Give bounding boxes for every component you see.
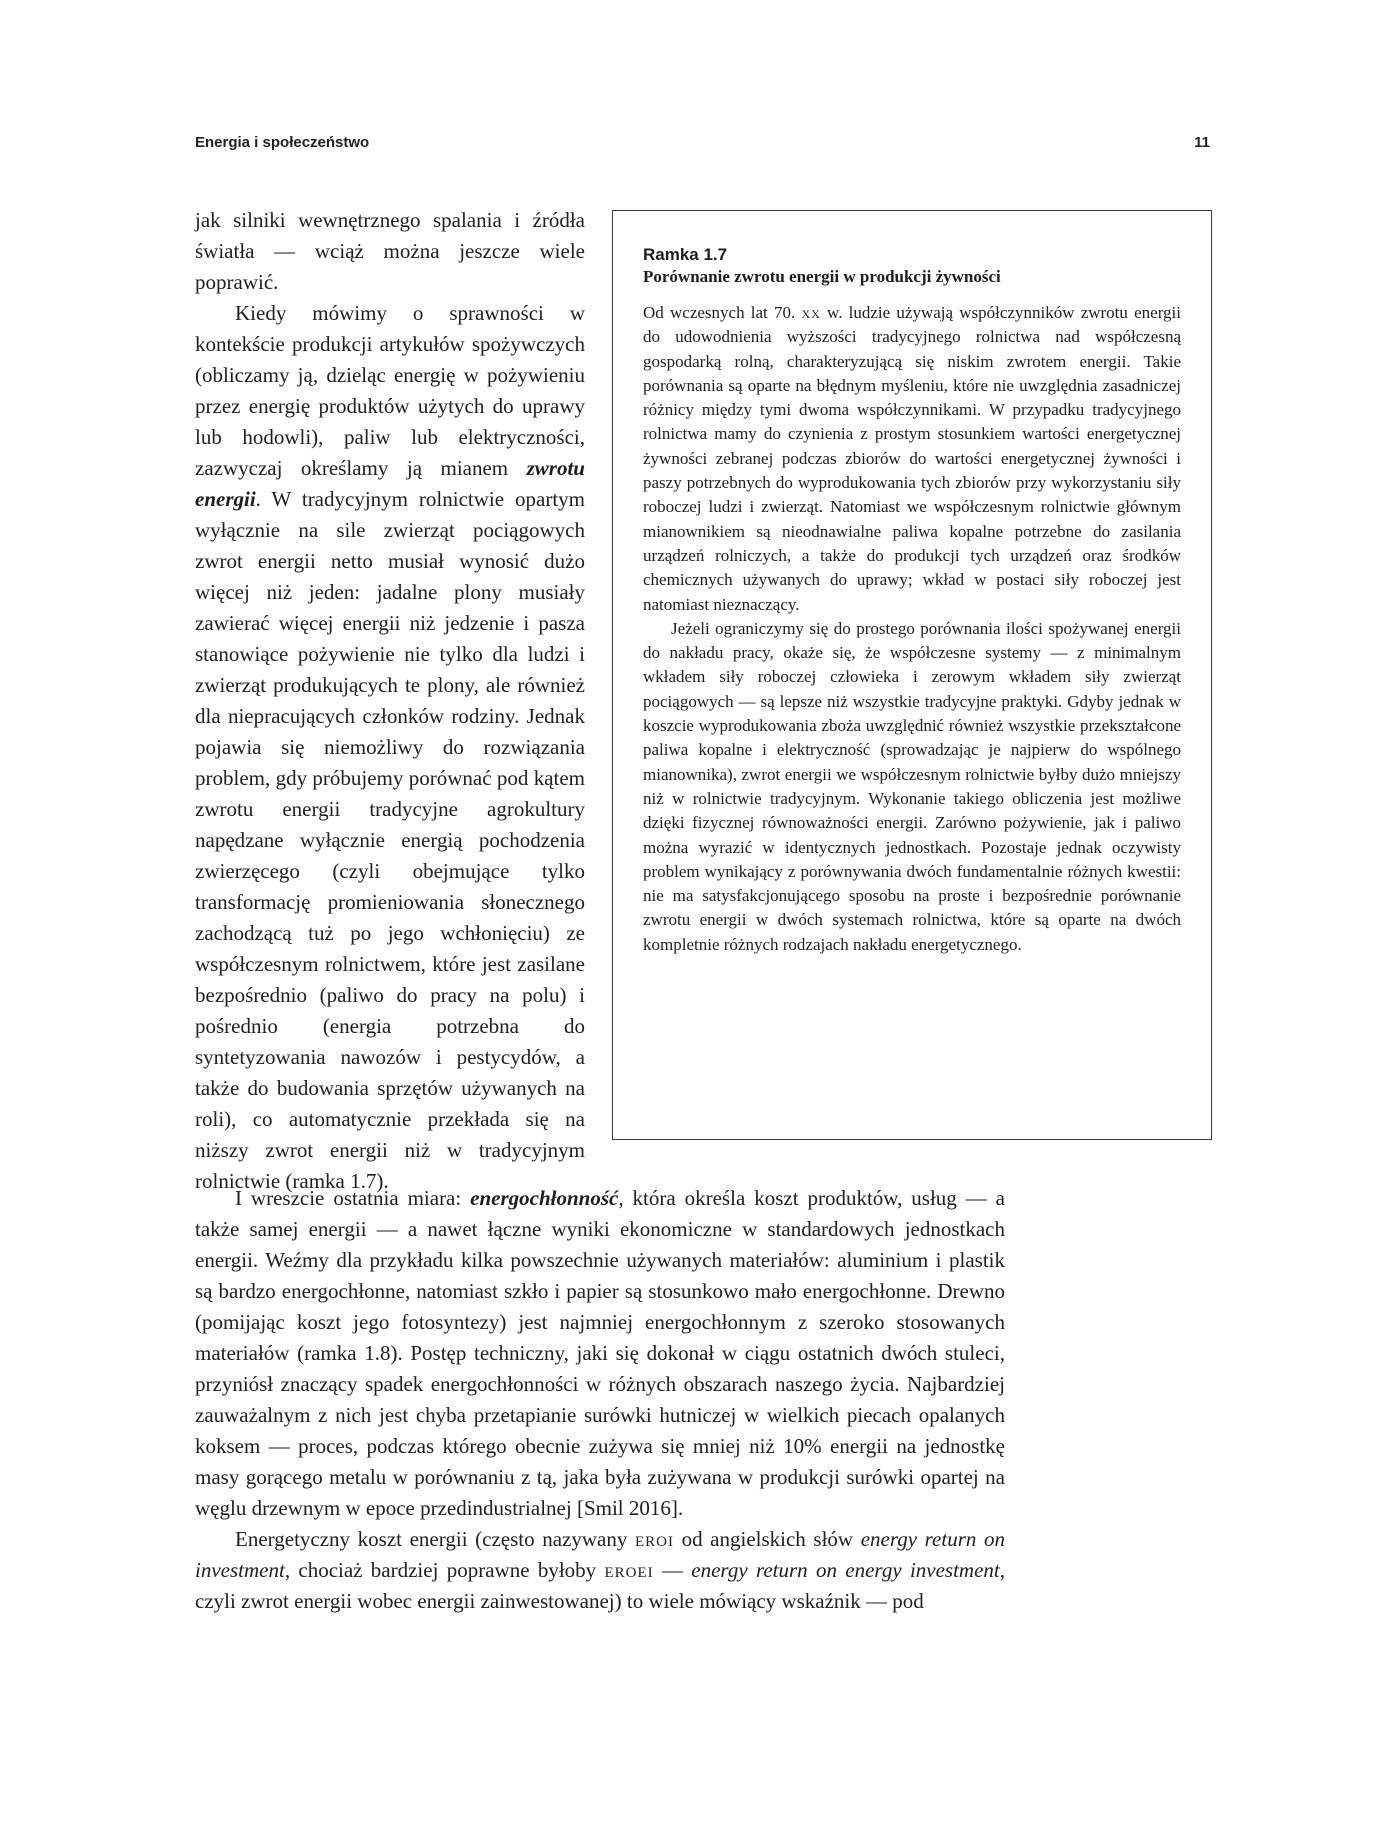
text: . W tradycyjnym rolnictwie opartym wyłącznie na sile zwierząt pociągowych zwrot energii netto musiał wynosić dużo więcej niż jeden: jadalne plony musiały zawierać więcej energii niż jedzenie i pasza stanowiące pożywienie nie tylko dla ludzi i zwierząt produkujących te plony, ale również dla niepracujących członków rodziny. Jednak pojawia się niemożliwy do rozwiązania problem, gdy próbujemy porównać pod kątem zwrotu energii tradycyjne agrokultury napędzane wyłącznie energią pochodzenia zwierzęcego (czyli obejmujące tylko transformację promieniowania słonecznego zachodzącą tuż po jego wchłonięciu) ze współczesnym rolnictwem, które jest zasilane bezpośrednio (paliwo do pracy na polu) i pośrednio (energia potrzebna do syntetyzowania nawozów i pestycydów, a także do budowania sprzętów używanych na roli), co automatycznie przekłada się na niższy zwrot energii niż w tradycyjnym rolnictwie (ramka 1.7).	[195, 487, 585, 1193]
box-title: Porównanie zwrotu energii w produkcji żywności	[643, 267, 1001, 286]
text: w. ludzie używają współczynników zwrotu energii do udowodnienia wyższości tradycyjnego rolnictwa nad współczesną gospodarką rolną, charakteryzującą się niskim zwrotem energii. Takie porównania są oparte na błędnym myśleniu, które nie uwzględnia zasadniczej różnicy między tymi dwoma współczynnikami. W przypadku tradycyjnego rolnictwa mamy do czynienia z prostym stosunkiem wartości energetycznej żywności zebranej podczas zbiorów do wartości energetycznej żywności i paszy potrzebnych do wyprodukowania tych zbiorów przy wykorzystaniu siły roboczej ludzi i zwierząt. Natomiast we współczesnym rolnictwie głównym mianownikiem są nieodnawialne paliwa kopalne potrzebne do zasilania urządzeń rolniczych, a także do produkcji tych urządzeń oraz środków chemicznych używanych do uprawy; wkład w postaci siły roboczej jest natomiast nieznaczący.	[643, 303, 1182, 614]
text: , chociaż bardziej poprawne byłoby	[284, 1558, 605, 1582]
century-numeral: xx	[801, 303, 821, 322]
text: I wreszcie ostatnia miara:	[235, 1186, 471, 1210]
acronym: eroi	[634, 1527, 674, 1551]
italic-term: energy return on energy investment	[691, 1558, 1000, 1582]
italic-term: energy return on investment	[195, 1527, 1005, 1582]
chapter-title: Energia i społeczeństwo	[195, 134, 370, 151]
text: Od wczesnych lat 70.	[643, 303, 802, 322]
text: , czyli zwrot energii wobec energii zainwestowanej) to wiele mówiący wskaźnik — pod	[195, 1558, 1005, 1613]
paragraph: jak silniki wewnętrznego spalania i źródła światła — wciąż można jeszcze wiele poprawić.	[195, 208, 585, 294]
box-label: Ramka 1.7	[643, 245, 728, 264]
acronym: eroei	[604, 1558, 654, 1582]
full-width-text	[195, 1183, 1005, 1617]
text: —	[653, 1558, 692, 1582]
text: Kiedy mówimy o sprawności w kontekście produkcji artykułów spożywczych (obliczamy ją, dzieląc energię w pożywieniu przez energię produktów użytych do uprawy lub hodowli), paliw lub elektryczności, zazwyczaj określamy ją mianem	[195, 301, 585, 480]
paragraph	[195, 298, 585, 1197]
text: Energetyczny koszt energii (często nazywany	[235, 1527, 635, 1551]
left-column	[195, 205, 585, 1197]
key-term: energochłonność	[470, 1186, 619, 1210]
running-head	[195, 128, 1210, 158]
text: od angielskich słów	[673, 1527, 861, 1551]
text: , która określa koszt produktów, usług — a także samej energii — a nawet łączne wyniki ekonomiczne w standardowych jednostkach energii. Weźmy dla przykładu kilka powszechnie używanych materiałów: aluminium i plastik są bardzo energochłonne, natomiast szkło i papier są stosunkowo mało energochłonne. Drewno (pomijając koszt jego fotosyntezy) jest najmniej energochłonnym z szeroko stosowanych materiałów (ramka 1.8). Postęp techniczny, jaki się dokonał w ciągu ostatnich dwóch stuleci, przyniósł znaczący spadek energochłonności w różnych obszarach naszego życia. Najbardziej zauważalnym z nich jest chyba przetapianie surówki hutniczej w wielkich piecach opalanych koksem — proces, podczas którego obecnie zużywa się mniej niż 10% energii na jednostkę masy gorącego metalu w porównaniu z tą, jaka była zużywana w produkcji surówki opartej na węglu drzewnym w epoce przedindustrialnej [Smil 2016].	[195, 1186, 1005, 1520]
page-number: 11	[1194, 134, 1210, 151]
sidebar-box	[612, 210, 1212, 1140]
box-paragraph: Jeżeli ograniczymy się do prostego porównania ilości spożywanej energii do nakładu pracy, okaże się, że współczesne systemy — z minimalnym wkładem siły roboczej człowieka i zerowym wkładem siły zwierząt pociągowych — są lepsze niż wszystkie tradycyjne praktyki. Gdyby jednak w koszcie wyprodukowania zboża uwzględnić również wszystkie przekształcone paliwa kopalne i elektryczność (sprowadzając je najpierw do wspólnego mianownika), zwrot energii we współczesnym rolnictwie byłby dużo mniejszy niż w rolnictwie tradycyjnym. Wykonanie takiego obliczenia jest możliwe dzięki fizycznej równoważności energii. Zarówno pożywienie, jak i paliwo można wyrazić w identycznych jednostkach. Pozostaje jednak oczywisty problem wynikający z porównywania dwóch fundamentalnie różnych kwestii: nie ma satysfakcjonującego sposobu na proste i bezpośrednie porównanie zwrotu energii w dwóch systemach rolnictwa, które są oparte na dwóch kompletnie różnych rodzajach nakładu energetycznego.	[643, 618, 1181, 954]
paragraph	[195, 1524, 1005, 1617]
box-paragraph	[643, 301, 1181, 617]
paragraph	[195, 1183, 1005, 1524]
key-term: zwrotu energii	[195, 456, 585, 511]
